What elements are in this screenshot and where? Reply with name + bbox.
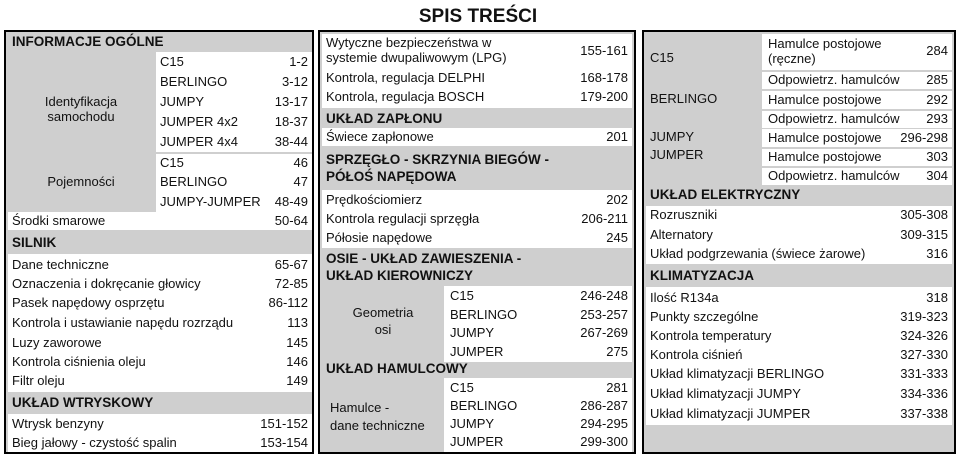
geometria-box xyxy=(444,286,632,362)
elektryczny-row[interactable]: Alternatory 309-315 xyxy=(650,227,948,242)
klimatyzacja-row[interactable]: Układ klimatyzacji BERLINGO 331-333 xyxy=(650,366,948,381)
hamulce-row[interactable]: C15 281 xyxy=(450,380,628,395)
geometria-row[interactable]: C15 246-248 xyxy=(450,288,628,303)
lpg-label[interactable]: Wytyczne bezpieczeństwa w systemie dwupaliwowym (LPG) xyxy=(326,35,507,65)
klimatyzacja-row[interactable]: Ilość R134a 318 xyxy=(650,290,948,305)
jumpy-label: JUMPY xyxy=(650,129,695,144)
jumper-odpowietrz-box xyxy=(762,168,952,185)
c15-label: C15 xyxy=(650,50,674,65)
wtryskowy-row[interactable]: Wtrysk benzyny 151-152 xyxy=(12,416,308,431)
hamulce-row[interactable]: JUMPER 299-300 xyxy=(450,434,628,449)
toc-column-1 xyxy=(4,30,314,454)
section-klimatyzacja: KLIMATYZACJA xyxy=(650,268,754,283)
sprzeglo-box xyxy=(322,190,632,248)
elektryczny-row[interactable]: Układ podgrzewania (świece żarowe) 316 xyxy=(650,246,948,261)
section-osie: OSIE - UKŁAD ZAWIESZENIA - UKŁAD KIEROWNICZY xyxy=(326,251,522,283)
hamulce-label: Hamulce - dane techniczne xyxy=(330,400,425,433)
berlingo-odpowietrz-row[interactable]: Odpowietrz. hamulców 293 xyxy=(768,111,948,126)
c15-postojowe-pages: 284 xyxy=(926,43,948,58)
pojemnosci-row[interactable]: JUMPY-JUMPER 48-49 xyxy=(160,194,308,209)
c15-postojowe-box xyxy=(762,34,952,70)
silnik-row[interactable]: Kontrola ciśnienia oleju 146 xyxy=(12,354,308,369)
elektryczny-box xyxy=(646,206,952,264)
page-title: SPIS TREŚCI xyxy=(418,6,538,27)
geometria-row[interactable]: JUMPY 267-269 xyxy=(450,325,628,340)
delphi-row[interactable]: Kontrola, regulacja DELPHI 168-178 xyxy=(326,70,628,85)
silnik-box xyxy=(8,254,312,392)
klimatyzacja-row[interactable]: Układ klimatyzacji JUMPER 337-338 xyxy=(650,406,948,421)
identyfikacja-label: Identyfikacja samochodu xyxy=(44,94,118,124)
silnik-row[interactable]: Luzy zaworowe 145 xyxy=(12,335,308,350)
klimatyzacja-row[interactable]: Kontrola temperatury 324-326 xyxy=(650,328,948,343)
swiece-box xyxy=(322,128,632,146)
jumpy-postojowe-row[interactable]: Hamulce postojowe 296-298 xyxy=(768,130,948,145)
identyfikacja-box xyxy=(156,52,312,152)
sprzeglo-row[interactable]: Półosie napędowe 245 xyxy=(326,230,628,245)
section-silnik: SILNIK xyxy=(12,235,57,250)
geometria-row[interactable]: JUMPER 275 xyxy=(450,344,628,359)
section-uklad-wtryskowy: UKŁAD WTRYSKOWY xyxy=(12,395,154,410)
hamulce-row[interactable]: JUMPY 294-295 xyxy=(450,416,628,431)
klimatyzacja-row[interactable]: Układ klimatyzacji JUMPY 334-336 xyxy=(650,386,948,401)
srodki-smarowe-row[interactable]: Środki smarowe 50-64 xyxy=(12,213,308,228)
section-sprzeglo: SPRZĘGŁO - SKRZYNIA BIEGÓW - PÓŁOŚ NAPĘDOWA xyxy=(326,152,550,184)
lpg-box xyxy=(322,34,632,108)
c15-odpowietrz-row[interactable]: Odpowietrz. hamulców 285 xyxy=(768,72,948,87)
berlingo-odpowietrz-box xyxy=(762,111,952,128)
pojemnosci-row[interactable]: C15 46 xyxy=(160,155,308,170)
toc-column-3 xyxy=(642,30,956,454)
sprzeglo-row[interactable]: Prędkościomierz 202 xyxy=(326,192,628,207)
hamulce-row[interactable]: BERLINGO 286-287 xyxy=(450,398,628,413)
pojemnosci-box xyxy=(156,154,312,212)
elektryczny-row[interactable]: Rozruszniki 305-308 xyxy=(650,207,948,222)
silnik-row[interactable]: Kontrola i ustawianie napędu rozrządu 113 xyxy=(12,315,308,330)
c15-postojowe-label[interactable]: Hamulce postojowe (ręczne) xyxy=(768,36,882,66)
sprzeglo-row[interactable]: Kontrola regulacji sprzęgła 206-211 xyxy=(326,211,628,226)
klimatyzacja-row[interactable]: Punkty szczególne 319-323 xyxy=(650,309,948,324)
klimatyzacja-box xyxy=(646,287,952,425)
jumper-label: JUMPER xyxy=(650,147,704,162)
geometria-label: Geometria osi xyxy=(352,305,414,337)
silnik-row[interactable]: Oznaczenia i dokręcanie głowicy 72-85 xyxy=(12,276,308,291)
hamulce-box xyxy=(444,378,632,452)
pojemnosci-label: Pojemności xyxy=(47,174,115,189)
silnik-row[interactable]: Pasek napędowy osprzętu 86-112 xyxy=(12,295,308,310)
toc-column-2 xyxy=(318,30,636,454)
wtryskowy-box xyxy=(8,414,312,452)
lpg-pages: 155-161 xyxy=(580,43,628,58)
pojemnosci-row[interactable]: BERLINGO 47 xyxy=(160,174,308,189)
section-uklad-hamulcowy: UKŁAD HAMULCOWY xyxy=(326,361,468,376)
jumper-postojowe-box xyxy=(762,149,952,166)
srodki-smarowe-box xyxy=(8,212,312,230)
silnik-row[interactable]: Filtr oleju 149 xyxy=(12,373,308,388)
jumpy-postojowe-box xyxy=(762,129,952,147)
section-uklad-elektryczny: UKŁAD ELEKTRYCZNY xyxy=(650,187,801,202)
klimatyzacja-row[interactable]: Kontrola ciśnień 327-330 xyxy=(650,347,948,362)
silnik-row[interactable]: Dane techniczne 65-67 xyxy=(12,257,308,272)
c15-odpowietrz-box xyxy=(762,72,952,89)
jumper-odpowietrz-row[interactable]: Odpowietrz. hamulców 304 xyxy=(768,168,948,183)
geometria-row[interactable]: BERLINGO 253-257 xyxy=(450,307,628,322)
identyfikacja-row[interactable]: C15 1-2 xyxy=(160,54,308,69)
identyfikacja-row[interactable]: JUMPER 4x4 38-44 xyxy=(160,134,308,149)
berlingo-postojowe-box xyxy=(762,91,952,109)
wtryskowy-row[interactable]: Bieg jałowy - czystość spalin 153-154 xyxy=(12,435,308,450)
berlingo-label: BERLINGO xyxy=(650,91,718,106)
swiece-row[interactable]: Świece zapłonowe 201 xyxy=(326,129,628,144)
section-informacje-ogolne: INFORMACJE OGÓLNE xyxy=(12,34,164,49)
berlingo-postojowe-row[interactable]: Hamulce postojowe 292 xyxy=(768,92,948,107)
identyfikacja-row[interactable]: JUMPER 4x2 18-37 xyxy=(160,114,308,129)
jumper-postojowe-row[interactable]: Hamulce postojowe 303 xyxy=(768,149,948,164)
bosch-row[interactable]: Kontrola, regulacja BOSCH 179-200 xyxy=(326,89,628,104)
identyfikacja-row[interactable]: JUMPY 13-17 xyxy=(160,94,308,109)
section-uklad-zaplonu: UKŁAD ZAPŁONU xyxy=(326,111,443,126)
identyfikacja-row[interactable]: BERLINGO 3-12 xyxy=(160,74,308,89)
